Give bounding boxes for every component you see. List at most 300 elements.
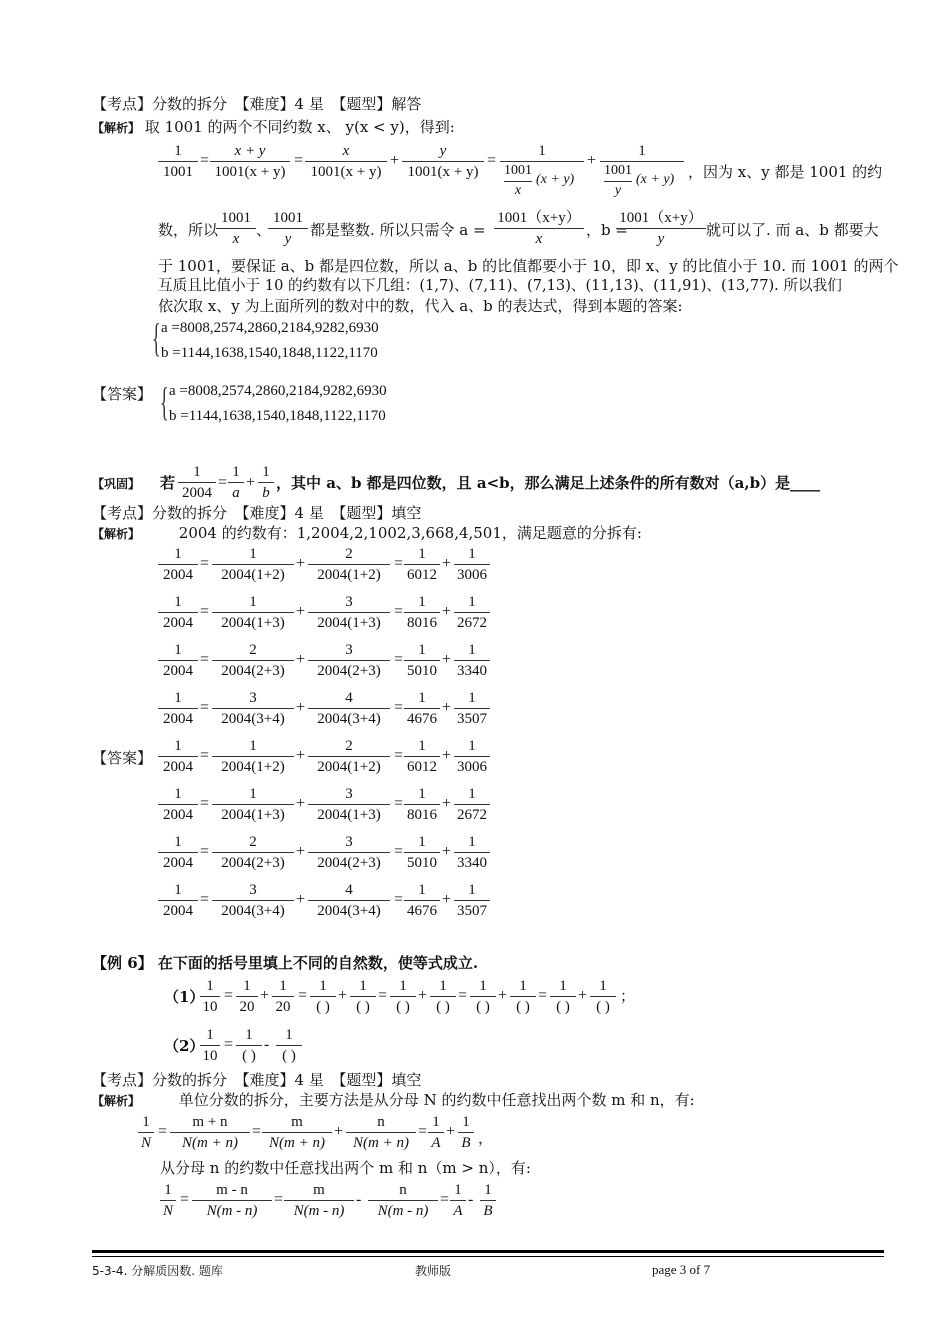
fraction (404, 784, 440, 825)
denominator: B (458, 1132, 474, 1153)
numerator: m (313, 1182, 325, 1198)
denominator: 2004 (158, 756, 198, 777)
numerator: 1 (468, 690, 476, 706)
numerator: 1 (164, 1182, 172, 1198)
denominator: 3340 (454, 852, 490, 873)
line2-d: ，b = (586, 221, 628, 239)
denominator: 5010 (404, 660, 440, 681)
numerator: 1 (439, 978, 447, 994)
operator: = (394, 843, 404, 860)
line3: 于 1001，要保证 a、b 都是四位数，所以 a、b 的比值都要小于 10，即 x、y 的比值小于 10. 而 1001 的两个 (158, 257, 899, 275)
numerator: 1 (174, 738, 182, 754)
operator: = (378, 987, 388, 1004)
numerator: 1 (479, 978, 487, 994)
denominator: 3507 (454, 708, 490, 729)
denominator: 2004(1+2) (212, 756, 294, 777)
fraction (430, 976, 456, 1017)
numerator: 1 (245, 1027, 253, 1043)
fraction (158, 592, 198, 633)
denominator: ( ) (276, 1045, 302, 1066)
operator: = (200, 795, 210, 812)
denominator: 2004(3+4) (308, 708, 390, 729)
numerator: 1 (418, 690, 426, 706)
kaodian-line-3: 【考点】分数的拆分 【难度】4 星 【题型】填空 (92, 1071, 422, 1089)
operator: = (394, 555, 404, 572)
numerator: 1 (285, 1027, 293, 1043)
denominator: 2004(2+3) (308, 660, 390, 681)
numerator: 1 (319, 978, 327, 994)
denominator: 2004(1+2) (308, 756, 390, 777)
operator: = (200, 699, 210, 716)
footer-left: 5-3-4. 分解质因数. 题库 (92, 1264, 223, 1278)
denominator: 3507 (454, 900, 490, 921)
fraction (510, 976, 536, 1017)
fraction (454, 832, 490, 873)
part1-label: （1） (164, 988, 205, 1006)
fraction (262, 1112, 332, 1153)
fraction (308, 544, 390, 585)
operator: + (498, 987, 508, 1004)
footer-right: page 3 of 7 (652, 1262, 711, 1277)
operator: + (446, 1123, 456, 1140)
numerator: n (377, 1114, 385, 1130)
operator: = (394, 747, 404, 764)
fraction (212, 688, 294, 729)
numerator: 1 (174, 882, 182, 898)
denominator: N(m - n) (192, 1200, 272, 1221)
numerator: 1 (484, 1182, 492, 1198)
fraction (308, 784, 390, 825)
fraction (454, 736, 490, 777)
denominator: 2004(1+3) (212, 612, 294, 633)
denominator: 3340 (454, 660, 490, 681)
denominator: B (480, 1200, 496, 1221)
numerator: n (399, 1182, 407, 1198)
denominator: 2004(1+3) (212, 804, 294, 825)
numerator: 1 (519, 978, 527, 994)
fraction (454, 544, 490, 585)
fraction (200, 976, 220, 1017)
line5: 依次取 x、y 为上面所列的数对中的数，代入 a、b 的表达式，得到本题的答案: (158, 297, 683, 315)
question-mid: ，其中 a、b 都是四位数，且 a<b，那么满足上述条件的所有数对（a,b）是____ (276, 474, 821, 492)
numerator: 1 (418, 786, 426, 802)
operator: = (394, 891, 404, 908)
denominator: ( ) (350, 996, 376, 1017)
fraction (212, 784, 294, 825)
footer-center: 教师版 (415, 1264, 452, 1278)
numerator: 1 (418, 594, 426, 610)
numerator: 1 (468, 786, 476, 802)
gonggu-tag: 【巩固】 (92, 477, 141, 491)
fraction (404, 688, 440, 729)
fraction (212, 640, 294, 681)
operator: = (394, 699, 404, 716)
operator: + (334, 1123, 344, 1140)
operator: + (442, 603, 452, 620)
fraction (308, 592, 390, 633)
denominator: 4676 (404, 900, 440, 921)
fraction (212, 544, 294, 585)
jiexi-line-1 (92, 117, 455, 138)
fraction (200, 1025, 220, 1066)
denominator: 10 (200, 1045, 220, 1066)
numerator: 1 (418, 834, 426, 850)
jiexi-line-2: 【解析】 2004 的约数有：1,2004,2,1002,3,668,4,501，满足题意的分拆有: (92, 524, 642, 542)
fraction (192, 1180, 272, 1221)
denominator: 3006 (454, 756, 490, 777)
fraction: 1 a (228, 462, 244, 503)
numerator: 2 (345, 738, 353, 754)
denominator: 2004 (158, 660, 198, 681)
operator: + (296, 891, 306, 908)
fraction (236, 1025, 262, 1066)
numerator: m - n (216, 1182, 248, 1198)
denominator: ( ) (590, 996, 616, 1017)
fraction (308, 640, 390, 681)
operator: + (442, 747, 452, 764)
numerator: m + n (192, 1114, 228, 1130)
denominator: 2672 (454, 612, 490, 633)
fraction (450, 1180, 466, 1221)
denominator: N(m - n) (368, 1200, 438, 1221)
fraction (454, 880, 490, 921)
fraction (404, 544, 440, 585)
fraction (390, 976, 416, 1017)
denominator: 2004(1+2) (308, 564, 390, 585)
numerator: 1 (249, 738, 257, 754)
fraction (158, 784, 198, 825)
denominator: 2004 (158, 564, 198, 585)
fraction (368, 1180, 438, 1221)
line2-e: 就可以了. 而 a、b 都要大 (706, 221, 879, 239)
operator: + (296, 651, 306, 668)
fraction (212, 832, 294, 873)
fraction: y 1001(x + y) (402, 141, 484, 182)
numerator: 4 (345, 882, 353, 898)
denominator: 10 (200, 996, 220, 1017)
numerator: 1 (432, 1114, 440, 1130)
denominator: 2004(2+3) (212, 660, 294, 681)
operator: = (200, 891, 210, 908)
fraction: x + y 1001(x + y) (210, 141, 290, 182)
footer-rule (92, 1250, 884, 1253)
fraction: 1001（x+y） y (616, 208, 706, 249)
denominator: ( ) (470, 996, 496, 1017)
denominator: 2672 (454, 804, 490, 825)
denominator: 2004 (158, 612, 198, 633)
eq-tail: ，因为 x、y 都是 1001 的约 (688, 163, 883, 181)
fraction (404, 832, 440, 873)
operator: = (394, 603, 404, 620)
operator: = (418, 1123, 428, 1140)
numerator: 1 (468, 882, 476, 898)
fraction (158, 688, 198, 729)
brace: { (160, 379, 169, 424)
fraction (454, 640, 490, 681)
numerator: 1 (249, 594, 257, 610)
line4: 互质且比值小于 10 的约数有以下几组：(1,7)、(7,11)、(7,13)、(11,13)、(11,91)、(13,77). 所以我们 (158, 277, 842, 294)
fraction (310, 976, 336, 1017)
operator: = (538, 987, 548, 1004)
denominator: N(m - n) (284, 1200, 354, 1221)
denominator: 6012 (404, 756, 440, 777)
line2-a: 数，所以 (158, 221, 219, 239)
numerator: 1 (468, 738, 476, 754)
jiexi-line-3: 【解析】 单位分数的拆分，主要方法是从分母 N 的约数中任意找出两个数 m 和 n，有: (92, 1091, 695, 1109)
numerator: 1 (468, 642, 476, 658)
denominator: 2004(3+4) (212, 708, 294, 729)
fraction (454, 784, 490, 825)
fraction: 1 2004 (178, 462, 216, 503)
denominator: 2004(2+3) (212, 852, 294, 873)
fraction (158, 880, 198, 921)
fraction (158, 832, 198, 873)
example6-title: 【例 6】 在下面的括号里填上不同的自然数，使等式成立. (92, 954, 479, 972)
numerator: 2 (345, 546, 353, 562)
fraction (480, 1180, 496, 1221)
fraction (212, 880, 294, 921)
daan-tag-1: 【答案】 (92, 385, 153, 403)
operator: + (296, 747, 306, 764)
fraction (212, 592, 294, 633)
fraction: 1 1001 y (x + y) (600, 141, 684, 204)
fraction (404, 592, 440, 633)
fraction (454, 592, 490, 633)
numerator: 1 (399, 978, 407, 994)
numerator: 3 (345, 642, 353, 658)
denominator: 2004(3+4) (308, 900, 390, 921)
numerator: 2 (249, 834, 257, 850)
numerator: 1 (249, 546, 257, 562)
numerator: 4 (345, 690, 353, 706)
fraction (212, 736, 294, 777)
denominator: 5010 (404, 852, 440, 873)
numerator: 3 (345, 834, 353, 850)
fraction (158, 640, 198, 681)
kaodian-line-2: 【考点】分数的拆分 【难度】4 星 【题型】填空 (92, 504, 422, 522)
denominator: N(m + n) (170, 1132, 250, 1153)
denominator: 20 (236, 996, 258, 1017)
denominator: 2004 (158, 708, 198, 729)
operator: + (578, 987, 588, 1004)
line2-c: 都是整数. 所以只需令 a = (310, 221, 486, 239)
fraction: x 1001(x + y) (305, 141, 387, 182)
answer-b: b =1144,1638,1540,1848,1122,1170 (169, 408, 386, 424)
operator: - (356, 1191, 362, 1208)
denominator: N(m + n) (262, 1132, 332, 1153)
numerator: 3 (345, 594, 353, 610)
denominator: 2004(1+2) (212, 564, 294, 585)
numerator: 3 (345, 786, 353, 802)
operator: + (296, 699, 306, 716)
operator: = (394, 651, 404, 668)
fraction (158, 736, 198, 777)
jiexi-tag: 【解析】 (92, 121, 141, 135)
fraction: 1 b (258, 462, 274, 503)
fraction (308, 880, 390, 921)
denominator: ( ) (430, 996, 456, 1017)
fraction (160, 1180, 176, 1221)
operator: + (296, 603, 306, 620)
fraction: 1 1001 x (x + y) (500, 141, 584, 204)
denominator: ( ) (236, 1045, 262, 1066)
operator: = (200, 603, 210, 620)
denominator: 3006 (454, 564, 490, 585)
system-a: a =8008,2574,2860,2184,9282,6930 (161, 320, 379, 336)
denominator: 2004 (158, 900, 198, 921)
operator: + (442, 795, 452, 812)
denominator: 4676 (404, 708, 440, 729)
fraction (470, 976, 496, 1017)
part2-label: （2） (164, 1037, 205, 1055)
operator: + (296, 555, 306, 572)
operator: = (252, 1123, 262, 1140)
fraction (272, 976, 294, 1017)
operator: = (200, 555, 210, 572)
fraction (170, 1112, 250, 1153)
numerator: 3 (249, 690, 257, 706)
numerator: 1 (206, 1027, 214, 1043)
operator: = (200, 651, 210, 668)
operator: = (394, 795, 404, 812)
operator: = (298, 987, 308, 1004)
fraction: 1001（x+y） x (494, 208, 584, 249)
footer-rule-thin (92, 1256, 884, 1257)
numerator: 1 (418, 546, 426, 562)
numerator: 1 (418, 738, 426, 754)
operator: + (442, 555, 452, 572)
denominator: 2004 (158, 804, 198, 825)
denominator: 2004(1+3) (308, 804, 390, 825)
numerator: 1 (142, 1114, 150, 1130)
numerator: 1 (468, 834, 476, 850)
denominator: 2004(1+3) (308, 612, 390, 633)
system-b: b =1144,1638,1540,1848,1122,1170 (161, 345, 378, 361)
numerator: 2 (249, 642, 257, 658)
numerator: 1 (418, 642, 426, 658)
denominator: 2004 (158, 852, 198, 873)
numerator: 1 (462, 1114, 470, 1130)
numerator: 1 (174, 546, 182, 562)
denominator: ( ) (550, 996, 576, 1017)
fraction: 1 1001 (158, 141, 198, 182)
numerator: 1 (249, 786, 257, 802)
fraction (458, 1112, 474, 1153)
numerator: 1 (418, 882, 426, 898)
fraction (276, 1025, 302, 1066)
question-pre: 若 (160, 474, 176, 492)
fraction (236, 976, 258, 1017)
denominator: N (160, 1200, 176, 1221)
fraction (158, 544, 198, 585)
denominator: A (428, 1132, 444, 1153)
numerator: 1 (468, 594, 476, 610)
daan-tag-2: 【答案】 (92, 749, 153, 767)
operator: + (296, 843, 306, 860)
jiexi-intro: 取 1001 的两个不同约数 x、 y(x < y)，得到: (144, 118, 455, 136)
numerator: 1 (279, 978, 287, 994)
answer-a: a =8008,2574,2860,2184,9282,6930 (169, 383, 387, 399)
operator: = (158, 1123, 168, 1140)
numerator: 1 (243, 978, 251, 994)
numerator: 1 (174, 594, 182, 610)
operator: + (442, 891, 452, 908)
operator: + (442, 699, 452, 716)
denominator: A (450, 1200, 466, 1221)
denominator: N(m + n) (346, 1132, 416, 1153)
fraction (404, 736, 440, 777)
line2-b: 、 (256, 221, 272, 239)
operator: + (338, 987, 348, 1004)
numerator: 1 (174, 690, 182, 706)
operator: + (442, 651, 452, 668)
denominator: ( ) (510, 996, 536, 1017)
fraction (138, 1112, 154, 1153)
brace: { (152, 315, 161, 360)
numerator: 1 (206, 978, 214, 994)
fraction: 1001 y (268, 208, 308, 249)
operator: - (264, 1036, 270, 1053)
fraction: 1001 x (216, 208, 256, 249)
fraction (308, 736, 390, 777)
operator: = (200, 843, 210, 860)
operator: = (458, 987, 468, 1004)
operator: + (418, 987, 428, 1004)
kaodian-line-1: 【考点】分数的拆分 【难度】4 星 【题型】解答 (92, 95, 422, 113)
numerator: 1 (174, 834, 182, 850)
numerator: 1 (559, 978, 567, 994)
numerator: 1 (359, 978, 367, 994)
fraction (590, 976, 616, 1017)
fraction (308, 832, 390, 873)
denominator: 6012 (404, 564, 440, 585)
numerator: 3 (249, 882, 257, 898)
operator: - (468, 1191, 474, 1208)
denominator: 2004(2+3) (308, 852, 390, 873)
denominator: 2004(3+4) (212, 900, 294, 921)
fraction (550, 976, 576, 1017)
denominator: 8016 (404, 612, 440, 633)
operator: + (296, 795, 306, 812)
operator: = (180, 1191, 190, 1208)
numerator: 1 (174, 786, 182, 802)
semicolon: ； (620, 987, 636, 1005)
fraction (428, 1112, 444, 1153)
fraction (346, 1112, 416, 1153)
fraction (308, 688, 390, 729)
fraction (350, 976, 376, 1017)
denominator: ( ) (310, 996, 336, 1017)
operator: = (224, 1036, 234, 1053)
denominator: ( ) (390, 996, 416, 1017)
operator: = (440, 1191, 450, 1208)
numerator: 1 (599, 978, 607, 994)
denominator: 8016 (404, 804, 440, 825)
eq1-tail: ， (478, 1129, 494, 1147)
operator: = (224, 987, 234, 1004)
numerator: 1 (174, 642, 182, 658)
numerator: 1 (468, 546, 476, 562)
fraction (284, 1180, 354, 1221)
operator: + (260, 987, 270, 1004)
numerator: m (291, 1114, 303, 1130)
numerator: 1 (454, 1182, 462, 1198)
operator: = (274, 1191, 284, 1208)
denominator: N (138, 1132, 154, 1153)
fraction (454, 688, 490, 729)
fraction (404, 880, 440, 921)
denominator: 20 (272, 996, 294, 1017)
